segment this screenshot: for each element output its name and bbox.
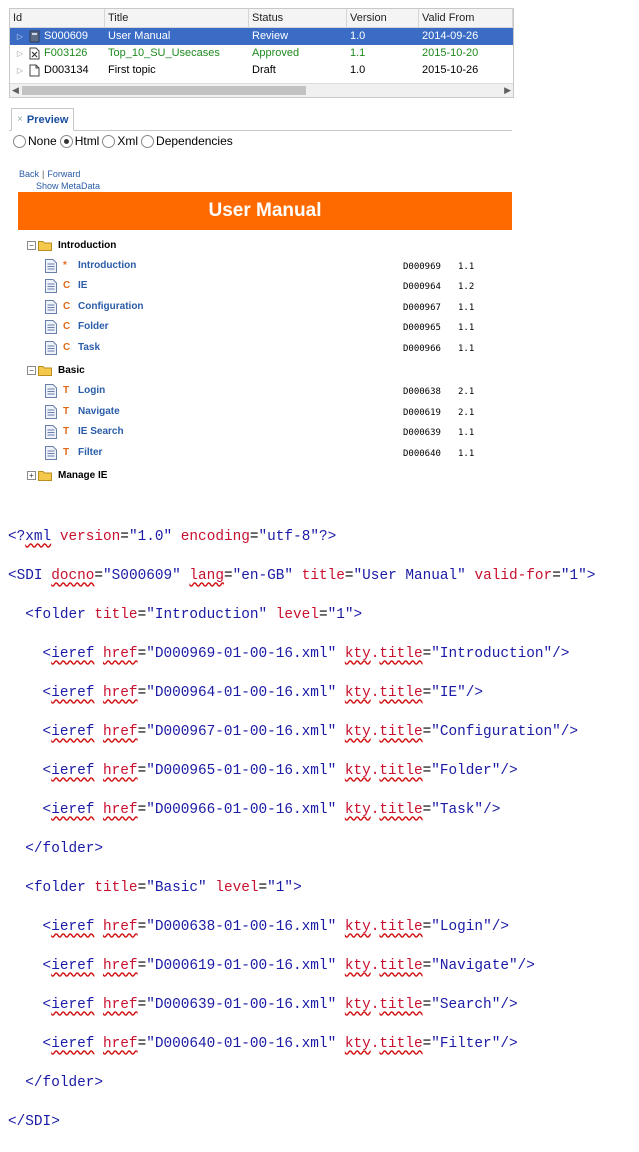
radio-none-label: None xyxy=(28,134,57,148)
item-version: 1.2 xyxy=(458,282,475,292)
radio-xml[interactable] xyxy=(102,134,138,148)
tree-item[interactable] xyxy=(45,404,505,420)
item-version: 2.1 xyxy=(458,387,475,397)
collapse-icon[interactable]: − xyxy=(27,366,36,375)
xml-root-close-tag: SDI xyxy=(25,1113,52,1130)
xml-href: D000619-01-00-16.xml xyxy=(154,957,328,974)
page-icon xyxy=(45,384,57,398)
x-file-icon xyxy=(29,47,40,60)
show-metadata-link[interactable]: Show MetaData xyxy=(36,181,101,191)
xml-line: <ieref href="D000966-01-00-16.xml" kty.title="Task"/> xyxy=(42,801,501,818)
item-version: 1.1 xyxy=(458,303,475,313)
xml-ref-title: Folder xyxy=(439,762,492,779)
table-row[interactable] xyxy=(10,62,513,79)
column-header-title[interactable]: Title xyxy=(105,9,249,27)
xml-folder-level: 1 xyxy=(275,879,285,896)
item-title: Introduction xyxy=(78,260,137,271)
xml-href: D000640-01-00-16.xml xyxy=(154,1035,328,1052)
row-version: 1.0 xyxy=(350,30,366,42)
row-valid-from: 2015-10-20 xyxy=(422,47,479,59)
expand-icon[interactable]: ▷ xyxy=(16,49,24,58)
item-type: T xyxy=(63,426,70,437)
item-type: T xyxy=(63,447,70,458)
radio-dependencies-circle[interactable] xyxy=(141,135,154,148)
tree-item[interactable] xyxy=(45,445,505,461)
row-status: Draft xyxy=(252,64,276,76)
page-icon xyxy=(45,279,57,293)
page-icon xyxy=(45,405,57,419)
xml-line: <SDI docno="S000609" lang="en-GB" title="User Manual" valid-for="1"> xyxy=(8,567,596,584)
xml-ref-title: Search xyxy=(439,996,492,1013)
radio-html-label: Html xyxy=(74,134,100,148)
item-version: 1.1 xyxy=(458,344,475,354)
row-title: First topic xyxy=(108,64,156,76)
page-icon xyxy=(45,320,57,334)
expand-icon[interactable]: ▷ xyxy=(16,66,24,75)
tab-preview-label: Preview xyxy=(26,113,69,126)
tree-item[interactable] xyxy=(45,340,505,356)
table-row[interactable] xyxy=(10,28,513,45)
xml-ref-title: IE xyxy=(439,684,458,701)
row-id: F003126 xyxy=(44,47,88,59)
radio-xml-label: Xml xyxy=(117,134,139,148)
item-title: Task xyxy=(78,342,101,353)
tree-item[interactable] xyxy=(45,383,505,399)
xml-line: <ieref href="D000639-01-00-16.xml" kty.title="Search"/> xyxy=(42,996,518,1013)
xml-ref-title: Navigate xyxy=(439,957,509,974)
item-title: IE Search xyxy=(78,426,124,437)
radio-html[interactable] xyxy=(60,134,100,148)
nav-separator: | xyxy=(42,169,45,179)
item-doc-id: D000967 xyxy=(403,303,441,313)
item-version: 2.1 xyxy=(458,408,475,418)
xml-source xyxy=(8,508,595,1152)
item-title: Folder xyxy=(78,321,109,332)
radio-html-circle[interactable] xyxy=(60,135,73,148)
tab-preview[interactable] xyxy=(11,108,74,131)
item-version: 1.1 xyxy=(458,262,475,272)
xml-ref-title: Filter xyxy=(439,1035,492,1052)
xml-line: <folder title="Basic" level="1"> xyxy=(25,879,302,896)
folder-icon xyxy=(38,470,52,481)
item-title: Filter xyxy=(78,447,103,458)
tree-folder[interactable] xyxy=(27,365,85,376)
item-title: Configuration xyxy=(78,301,144,312)
row-title: User Manual xyxy=(108,30,171,42)
item-type: T xyxy=(63,406,70,417)
xml-line: <ieref href="D000967-01-00-16.xml" kty.title="Configuration"/> xyxy=(42,723,579,740)
history-nav xyxy=(19,169,80,179)
xml-line: </folder> xyxy=(25,840,104,857)
scroll-left-icon[interactable]: ◀ xyxy=(12,85,19,95)
column-header-version[interactable]: Version xyxy=(347,9,419,27)
xml-href: D000964-01-00-16.xml xyxy=(154,684,328,701)
column-header-id[interactable]: Id xyxy=(10,9,105,27)
radio-xml-circle[interactable] xyxy=(102,135,115,148)
column-header-valid-from[interactable]: Valid From xyxy=(419,9,513,27)
item-type: C xyxy=(63,280,71,291)
item-doc-id: D000619 xyxy=(403,408,441,418)
book-icon xyxy=(29,30,40,43)
page-icon xyxy=(45,259,57,273)
xml-root-tag: SDI xyxy=(16,567,43,584)
xml-line: </folder> xyxy=(25,1074,104,1091)
radio-dependencies[interactable] xyxy=(141,134,233,148)
xml-ref-title: Login xyxy=(439,918,484,935)
row-status: Review xyxy=(252,30,289,42)
row-status: Approved xyxy=(252,47,300,59)
row-version: 1.1 xyxy=(350,47,366,59)
radio-dependencies-label: Dependencies xyxy=(156,134,233,148)
item-type: T xyxy=(63,385,70,396)
row-id: D003134 xyxy=(44,64,89,76)
scrollbar-thumb[interactable] xyxy=(22,86,306,95)
xml-line: <ieref href="D000638-01-00-16.xml" kty.title="Login"/> xyxy=(42,918,509,935)
item-type: C xyxy=(63,301,71,312)
row-valid-from: 2014-09-26 xyxy=(422,30,479,42)
expand-icon[interactable]: + xyxy=(27,471,36,480)
folder-icon xyxy=(38,365,52,376)
folder-title: Manage IE xyxy=(58,470,108,481)
xml-line: <folder title="Introduction" level="1"> xyxy=(25,606,363,623)
column-header-status[interactable]: Status xyxy=(249,9,347,27)
xml-encoding: utf-8 xyxy=(267,528,311,545)
item-version: 1.1 xyxy=(458,449,475,459)
xml-href: D000639-01-00-16.xml xyxy=(154,996,328,1013)
item-doc-id: D000639 xyxy=(403,428,441,438)
collapse-icon[interactable]: − xyxy=(27,241,36,250)
xml-ref-title: Task xyxy=(439,801,475,818)
tree-folder[interactable] xyxy=(27,240,116,251)
row-version: 1.0 xyxy=(350,64,366,76)
horizontal-scrollbar[interactable] xyxy=(10,83,513,97)
folder-title: Introduction xyxy=(58,240,117,251)
radio-none[interactable] xyxy=(13,134,57,148)
preview-mode-options xyxy=(13,134,236,148)
tree-item[interactable] xyxy=(45,299,505,315)
xml-line: <ieref href="D000964-01-00-16.xml" kty.title="IE"/> xyxy=(42,684,484,701)
item-version: 1.1 xyxy=(458,323,475,333)
folder-icon xyxy=(38,240,52,251)
table-row[interactable] xyxy=(10,45,513,62)
row-title: Top_10_SU_Usecases xyxy=(108,47,220,59)
xml-line: <ieref href="D000640-01-00-16.xml" kty.title="Filter"/> xyxy=(42,1035,518,1052)
row-valid-from: 2015-10-26 xyxy=(422,64,479,76)
grid-header xyxy=(10,9,513,28)
xml-line: <?xml version="1.0" encoding="utf-8"?> xyxy=(8,528,337,545)
item-doc-id: D000964 xyxy=(403,282,441,292)
radio-none-circle[interactable] xyxy=(13,135,26,148)
xml-folder-title: Basic xyxy=(154,879,199,896)
expand-icon[interactable]: ▷ xyxy=(16,32,24,41)
folder-title: Basic xyxy=(58,365,85,376)
item-doc-id: D000966 xyxy=(403,344,441,354)
xml-lang: en-GB xyxy=(241,567,285,584)
item-doc-id: D000969 xyxy=(403,262,441,272)
xml-valid-for: 1 xyxy=(569,567,579,584)
tree-item[interactable] xyxy=(45,319,505,335)
item-version: 1.1 xyxy=(458,428,475,438)
xml-line: <ieref href="D000969-01-00-16.xml" kty.title="Introduction"/> xyxy=(42,645,570,662)
document-grid xyxy=(9,8,514,98)
tree-item[interactable] xyxy=(45,258,505,274)
xml-href: D000966-01-00-16.xml xyxy=(154,801,328,818)
banner-title: User Manual xyxy=(18,192,512,230)
item-title: Login xyxy=(78,385,106,396)
tree-item[interactable] xyxy=(45,424,505,440)
row-id: S000609 xyxy=(44,30,89,42)
preview-tabbar xyxy=(9,108,512,131)
xml-line: <ieref href="D000619-01-00-16.xml" kty.title="Navigate"/> xyxy=(42,957,535,974)
page-icon xyxy=(45,300,57,314)
xml-href: D000965-01-00-16.xml xyxy=(154,762,328,779)
xml-folder-title: Introduction xyxy=(154,606,259,623)
scroll-right-icon[interactable]: ▶ xyxy=(504,85,511,95)
xml-ref-title: Configuration xyxy=(439,723,553,740)
xml-line: </SDI> xyxy=(8,1113,60,1130)
xml-docno: S000609 xyxy=(111,567,173,584)
xml-href: D000967-01-00-16.xml xyxy=(154,723,328,740)
page-icon xyxy=(45,425,57,439)
item-type: * xyxy=(63,260,67,271)
xml-version: 1.0 xyxy=(137,528,164,545)
tree-folder[interactable] xyxy=(27,470,107,481)
item-type: C xyxy=(63,321,71,332)
page-icon xyxy=(45,341,57,355)
item-doc-id: D000965 xyxy=(403,323,441,333)
item-doc-id: D000638 xyxy=(403,387,441,397)
item-type: C xyxy=(63,342,71,353)
xml-ref-title: Introduction xyxy=(439,645,544,662)
xml-line: <ieref href="D000965-01-00-16.xml" kty.title="Folder"/> xyxy=(42,762,518,779)
close-icon[interactable]: × xyxy=(17,114,23,125)
item-title: Navigate xyxy=(78,406,120,417)
page-icon xyxy=(45,446,57,460)
xml-folder-level: 1 xyxy=(336,606,345,623)
tree-item[interactable] xyxy=(45,278,505,294)
back-link[interactable]: Back xyxy=(19,169,40,179)
xml-href: D000638-01-00-16.xml xyxy=(154,918,328,935)
xml-href: D000969-01-00-16.xml xyxy=(154,645,328,662)
item-doc-id: D000640 xyxy=(403,449,441,459)
item-title: IE xyxy=(78,280,88,291)
xml-root-title: User Manual xyxy=(362,567,458,584)
forward-link[interactable]: Forward xyxy=(47,169,81,179)
document-icon xyxy=(29,64,40,77)
